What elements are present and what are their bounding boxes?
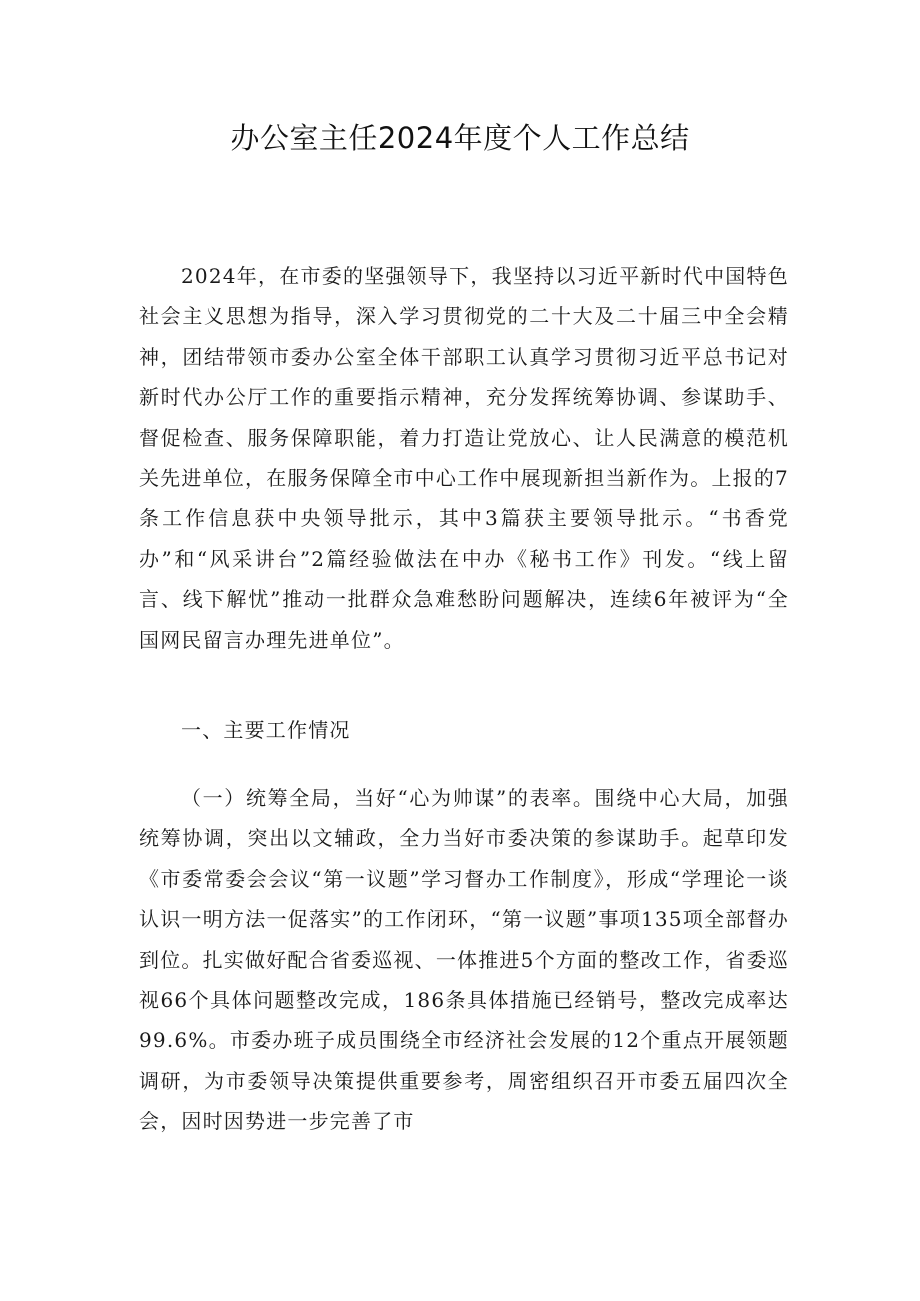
subsection-paragraph: （一）统筹全局，当好“心为帅谋”的表率。围绕中心大局，加强统筹协调，突出以文辅政，全力当好市委决策的参谋助手。起草印发《市委常委会会议“第一议题”学习督办工作制度》，形成“学理论一谈认识一明方法一促落实”的工作闭环，“第一议题”事项135项全部督办到位。扎实做好配合省委巡视、一体推进5个方面的整改工作，省委巡视66个具体问题整改完成，186条具体措施已经销号，整改完成率达99.6%。市委办班子成员围绕全市经济社会发展的12个重点开展领题调研，为市委领导决策提供重要参考，周密组织召开市委五届四次全会，因时因势进一步完善了市	[139, 786, 789, 1134]
intro-paragraph: 2024年，在市委的坚强领导下，我坚持以习近平新时代中国特色社会主义思想为指导，深入学习贯彻党的二十大及二十届三中全会精神，团结带领市委办公室全体干部职工认真学习贯彻习近平总书记对新时代办公厅工作的重要指示精神，充分发挥统筹协调、参谋助手、督促检查、服务保障职能，着力打造让党放心、让人民满意的模范机关先进单位，在服务保障全市中心工作中展现新担当新作为。上报的7条工作信息获中央领导批示，其中3篇获主要领导批示。“书香党办”和“风采讲台”2篇经验做法在中办《秘书工作》刊发。“线上留言、线下解忧”推动一批群众急难愁盼问题解决，连续6年被评为“全国网民留言办理先进单位”。	[139, 264, 789, 652]
section-heading: 一、主要工作情况	[181, 718, 351, 742]
document-title: 办公室主任2024年度个人工作总结	[230, 121, 690, 155]
